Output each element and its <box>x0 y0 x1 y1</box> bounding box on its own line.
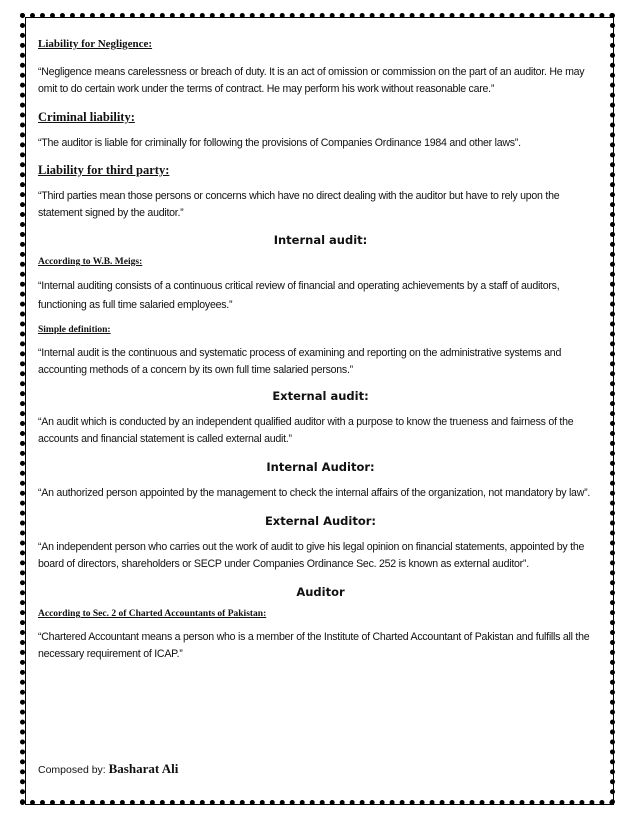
heading-simple-definition: Simple definition: <box>38 325 111 335</box>
composed-by-footer <box>38 761 178 777</box>
author-name: Basharat Ali <box>108 761 179 776</box>
heading-charted-accountants: According to Sec. 2 of Charted Accountants of Pakistan: <box>38 609 267 619</box>
text-external-audit: “An audit which is conducted by an independent qualified auditor with a purpose to know the trueness and fairness of the accounts and financial statement is called external audit.” <box>38 416 574 445</box>
text-charted-accountants: “Chartered Accountant means a person who is a member of the Institute of Charted Accountant of Pakistan and fulfills all the necessary requirement of ICAP.” <box>38 631 590 660</box>
composed-by-label: Composed by: <box>38 764 109 776</box>
title-external-audit: External audit: <box>272 389 369 403</box>
text-criminal-liability: “The auditor is liable for criminally for following the provisions of Companies Ordinance 1984 and other laws”. <box>38 137 521 149</box>
title-external-auditor: External Auditor: <box>264 514 377 528</box>
heading-third-party: Liability for third party: <box>38 163 170 177</box>
text-third-party: “Third parties mean those persons or concerns which have no direct dealing with the auditor but have to rely upon the statement signed by the auditor.” <box>38 190 560 219</box>
heading-meigs: According to W.B. Meigs: <box>38 257 143 267</box>
text-liability-negligence: “Negligence means carelessness or breach of duty. It is an act of omission or commission on the part of an auditor. He may omit to do certain work under the terms of contract. He may perform his work without reasonable care.” <box>38 66 585 95</box>
title-internal-auditor: Internal Auditor: <box>266 460 375 474</box>
text-meigs: “Internal auditing consists of a continuous critical review of financial and operating achievements by a staff of auditors, functioning as full time salaried employees.” <box>38 280 560 311</box>
heading-criminal-liability: Criminal liability: <box>38 110 135 124</box>
text-simple-definition: “Internal audit is the continuous and systematic process of examining and reporting on the administrative systems and accounting methods of a concern by its own full time salaried persons.” <box>38 347 562 376</box>
title-auditor: Auditor <box>296 585 345 599</box>
title-internal-audit: Internal audit: <box>273 233 368 247</box>
text-internal-auditor: “An authorized person appointed by the management to check the internal affairs of the organization, not mandatory by law”. <box>38 487 591 499</box>
text-external-auditor: “An independent person who carries out the work of audit to give his legal opinion on financial statements, appointed by the board of directors, shareholders or SECP under Companies Ordinance Sec. 252 is known as external auditor”. <box>38 541 585 570</box>
heading-liability-negligence: Liability for Negligence: <box>38 38 153 50</box>
document-body <box>38 38 603 663</box>
